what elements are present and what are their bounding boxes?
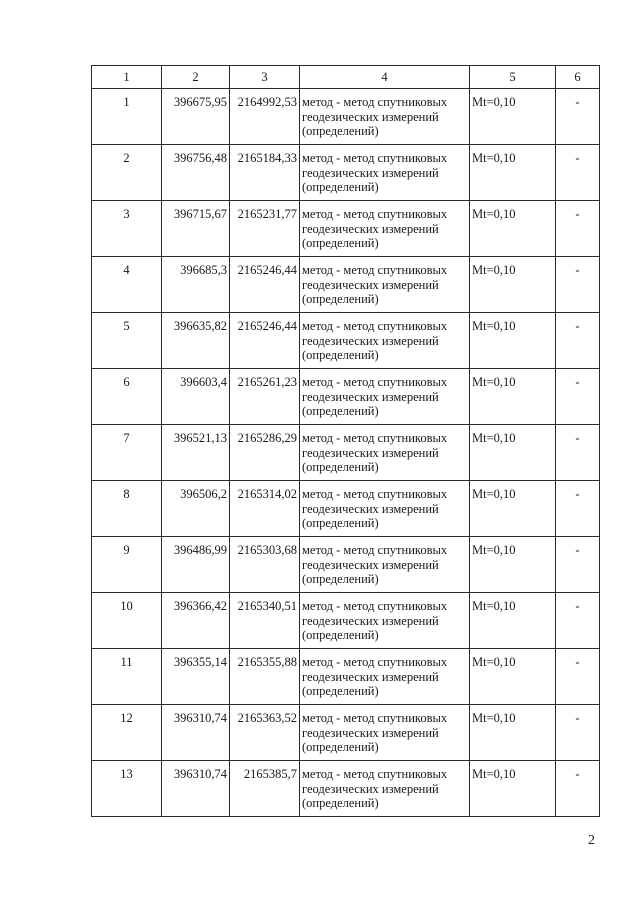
method-line: метод - метод спутниковых — [302, 543, 448, 557]
point-number-cell: 7 — [92, 425, 162, 481]
description-cell: - — [556, 425, 600, 481]
method-line: (определений) — [302, 124, 379, 139]
x-coordinate-cell: 396506,2 — [162, 481, 230, 537]
y-coordinate-cell: 2165231,77 — [230, 201, 300, 257]
method-line: (определений) — [302, 236, 379, 251]
method-cell — [300, 313, 470, 369]
method-cell — [300, 201, 470, 257]
point-number-cell: 1 — [92, 89, 162, 145]
method-line: (определений) — [302, 684, 379, 699]
accuracy-cell: Mt=0,10 — [470, 425, 556, 481]
point-number-cell: 10 — [92, 593, 162, 649]
accuracy-cell: Mt=0,10 — [470, 201, 556, 257]
method-line: геодезических измерений — [302, 725, 439, 740]
x-coordinate-cell: 396366,42 — [162, 593, 230, 649]
method-cell — [300, 257, 470, 313]
method-line: геодезических измерений — [302, 277, 439, 292]
point-number-cell: 4 — [92, 257, 162, 313]
method-line: геодезических измерений — [302, 445, 439, 460]
description-cell: - — [556, 761, 600, 817]
y-coordinate-cell: 2164992,53 — [230, 89, 300, 145]
point-number-cell: 9 — [92, 537, 162, 593]
x-coordinate-cell: 396486,99 — [162, 537, 230, 593]
accuracy-cell: Mt=0,10 — [470, 593, 556, 649]
coordinates-table — [91, 65, 600, 817]
method-line: геодезических измерений — [302, 333, 439, 348]
y-coordinate-cell: 2165363,52 — [230, 705, 300, 761]
point-number-cell: 6 — [92, 369, 162, 425]
point-number-cell: 8 — [92, 481, 162, 537]
description-cell: - — [556, 89, 600, 145]
method-line: геодезических измерений — [302, 221, 439, 236]
y-coordinate-cell: 2165184,33 — [230, 145, 300, 201]
table-row — [92, 593, 600, 649]
header-row — [92, 66, 600, 89]
table-row — [92, 425, 600, 481]
point-number-cell: 3 — [92, 201, 162, 257]
table-row — [92, 761, 600, 817]
table-row — [92, 89, 600, 145]
method-line: (определений) — [302, 572, 379, 587]
point-number-cell: 5 — [92, 313, 162, 369]
method-line: метод - метод спутниковых — [302, 375, 448, 389]
method-line: (определений) — [302, 516, 379, 531]
point-number-cell: 12 — [92, 705, 162, 761]
table-row — [92, 649, 600, 705]
column-header-3: 3 — [230, 66, 300, 89]
description-cell: - — [556, 145, 600, 201]
method-line: геодезических измерений — [302, 501, 439, 516]
x-coordinate-cell: 396310,74 — [162, 761, 230, 817]
column-header-5: 5 — [470, 66, 556, 89]
description-cell: - — [556, 649, 600, 705]
description-cell: - — [556, 537, 600, 593]
method-cell — [300, 705, 470, 761]
table-row — [92, 705, 600, 761]
x-coordinate-cell: 396685,3 — [162, 257, 230, 313]
description-cell: - — [556, 201, 600, 257]
y-coordinate-cell: 2165303,68 — [230, 537, 300, 593]
method-line: метод - метод спутниковых — [302, 431, 448, 445]
point-number-cell: 2 — [92, 145, 162, 201]
page-number: 2 — [588, 833, 595, 848]
column-header-4: 4 — [300, 66, 470, 89]
x-coordinate-cell: 396675,95 — [162, 89, 230, 145]
y-coordinate-cell: 2165246,44 — [230, 257, 300, 313]
table-row — [92, 201, 600, 257]
method-cell — [300, 649, 470, 705]
y-coordinate-cell: 2165314,02 — [230, 481, 300, 537]
table-row — [92, 145, 600, 201]
table-row — [92, 481, 600, 537]
y-coordinate-cell: 2165246,44 — [230, 313, 300, 369]
method-cell — [300, 145, 470, 201]
method-cell — [300, 89, 470, 145]
method-line: метод - метод спутниковых — [302, 711, 448, 725]
method-line: (определений) — [302, 460, 379, 475]
y-coordinate-cell: 2165355,88 — [230, 649, 300, 705]
column-header-1: 1 — [92, 66, 162, 89]
description-cell: - — [556, 313, 600, 369]
y-coordinate-cell: 2165261,23 — [230, 369, 300, 425]
method-line: (определений) — [302, 292, 379, 307]
method-line: метод - метод спутниковых — [302, 263, 448, 277]
method-line: геодезических измерений — [302, 557, 439, 572]
method-cell — [300, 425, 470, 481]
method-cell — [300, 761, 470, 817]
x-coordinate-cell: 396635,82 — [162, 313, 230, 369]
table-row — [92, 313, 600, 369]
accuracy-cell: Mt=0,10 — [470, 145, 556, 201]
table-row — [92, 537, 600, 593]
column-header-6: 6 — [556, 66, 600, 89]
method-cell — [300, 537, 470, 593]
description-cell: - — [556, 593, 600, 649]
method-line: метод - метод спутниковых — [302, 599, 448, 613]
method-line: метод - метод спутниковых — [302, 319, 448, 333]
accuracy-cell: Mt=0,10 — [470, 369, 556, 425]
accuracy-cell: Mt=0,10 — [470, 761, 556, 817]
method-line: (определений) — [302, 628, 379, 643]
y-coordinate-cell: 2165385,7 — [230, 761, 300, 817]
method-cell — [300, 593, 470, 649]
x-coordinate-cell: 396355,14 — [162, 649, 230, 705]
column-header-2: 2 — [162, 66, 230, 89]
method-line: геодезических измерений — [302, 389, 439, 404]
y-coordinate-cell: 2165340,51 — [230, 593, 300, 649]
table-row — [92, 369, 600, 425]
method-line: метод - метод спутниковых — [302, 151, 448, 165]
x-coordinate-cell: 396521,13 — [162, 425, 230, 481]
method-line: геодезических измерений — [302, 669, 439, 684]
method-line: метод - метод спутниковых — [302, 655, 448, 669]
accuracy-cell: Mt=0,10 — [470, 313, 556, 369]
method-line: метод - метод спутниковых — [302, 95, 448, 109]
method-line: (определений) — [302, 740, 379, 755]
method-cell — [300, 481, 470, 537]
accuracy-cell: Mt=0,10 — [470, 89, 556, 145]
method-line: геодезических измерений — [302, 165, 439, 180]
x-coordinate-cell: 396310,74 — [162, 705, 230, 761]
accuracy-cell: Mt=0,10 — [470, 537, 556, 593]
y-coordinate-cell: 2165286,29 — [230, 425, 300, 481]
table-body — [92, 89, 600, 817]
method-line: метод - метод спутниковых — [302, 767, 448, 781]
description-cell: - — [556, 257, 600, 313]
method-line: геодезических измерений — [302, 781, 439, 796]
accuracy-cell: Mt=0,10 — [470, 481, 556, 537]
description-cell: - — [556, 369, 600, 425]
point-number-cell: 11 — [92, 649, 162, 705]
description-cell: - — [556, 481, 600, 537]
accuracy-cell: Mt=0,10 — [470, 649, 556, 705]
accuracy-cell: Mt=0,10 — [470, 257, 556, 313]
x-coordinate-cell: 396715,67 — [162, 201, 230, 257]
method-line: (определений) — [302, 404, 379, 419]
method-line: (определений) — [302, 796, 379, 811]
table-row — [92, 257, 600, 313]
accuracy-cell: Mt=0,10 — [470, 705, 556, 761]
method-line: геодезических измерений — [302, 613, 439, 628]
method-line: метод - метод спутниковых — [302, 487, 448, 501]
x-coordinate-cell: 396756,48 — [162, 145, 230, 201]
method-line: (определений) — [302, 180, 379, 195]
x-coordinate-cell: 396603,4 — [162, 369, 230, 425]
method-line: метод - метод спутниковых — [302, 207, 448, 221]
method-line: геодезических измерений — [302, 109, 439, 124]
point-number-cell: 13 — [92, 761, 162, 817]
description-cell: - — [556, 705, 600, 761]
method-line: (определений) — [302, 348, 379, 363]
method-cell — [300, 369, 470, 425]
